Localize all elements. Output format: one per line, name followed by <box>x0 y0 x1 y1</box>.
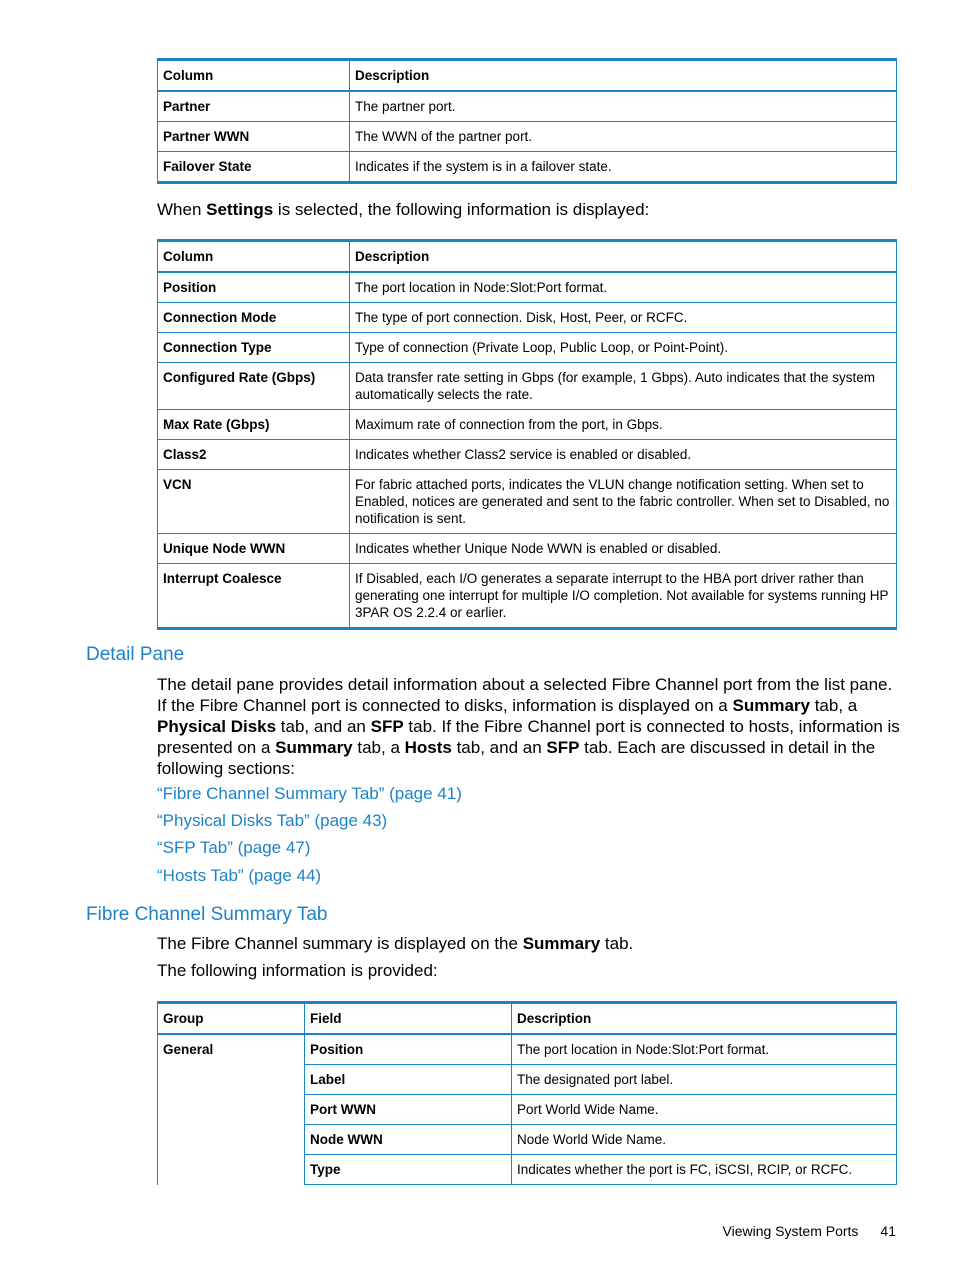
row-description: The designated port label. <box>512 1065 897 1095</box>
bold-term: Physical Disks <box>157 717 277 736</box>
row-term: Class2 <box>158 440 350 470</box>
bold-term: Summary <box>275 738 353 757</box>
row-description: The port location in Node:Slot:Port format. <box>512 1034 897 1065</box>
row-term: Connection Mode <box>158 303 350 333</box>
summary-tab-heading: Fibre Channel Summary Tab <box>86 904 328 925</box>
text-run: tab, a <box>352 738 405 757</box>
table-row <box>158 122 897 152</box>
description-header: Description <box>350 241 897 273</box>
text-run: tab, and an <box>451 738 547 757</box>
page-footer <box>723 1223 896 1239</box>
settings-intro <box>157 199 902 220</box>
following-info-paragraph: The following information is provided: <box>157 961 438 980</box>
table-row <box>158 91 897 122</box>
footer-section-title: Viewing System Ports <box>722 1223 859 1239</box>
row-description: If Disabled, each I/O generates a separate interrupt to the HBA port driver rather than generating one interrupt for multiple I/O completion. Not available for systems running HP 3PAR OS 2.2.4 or earlier. <box>350 564 897 629</box>
table-row <box>158 410 897 440</box>
table-row <box>158 534 897 564</box>
table-row <box>158 363 897 410</box>
row-description: Type of connection (Private Loop, Public Loop, or Point-Point). <box>350 333 897 363</box>
table-row <box>158 440 897 470</box>
bold-term: Summary <box>732 696 810 715</box>
bold-term: SFP <box>370 717 404 736</box>
row-term: Partner <box>158 91 350 122</box>
page-number: 41 <box>880 1223 896 1239</box>
row-field: Position <box>305 1034 512 1065</box>
row-description: Indicates whether the port is FC, iSCSI, RCIP, or RCFC. <box>512 1155 897 1185</box>
table-row <box>158 152 897 183</box>
table-header-row <box>158 241 897 273</box>
row-term: Configured Rate (Gbps) <box>158 363 350 410</box>
table-row <box>158 564 897 629</box>
text-run: is selected, the following information is displayed: <box>273 200 650 219</box>
row-description: The type of port connection. Disk, Host, Peer, or RCFC. <box>350 303 897 333</box>
link-hosts-tab[interactable]: “Hosts Tab” (page 44) <box>157 866 322 885</box>
row-term: Max Rate (Gbps) <box>158 410 350 440</box>
text-run: tab. If the Fibre Channel port is connected to hosts, information is presented on a <box>157 717 900 757</box>
row-term: Unique Node WWN <box>158 534 350 564</box>
row-description: The WWN of the partner port. <box>350 122 897 152</box>
table-row <box>158 303 897 333</box>
text-run: tab. <box>600 934 634 953</box>
row-description: Maximum rate of connection from the port, in Gbps. <box>350 410 897 440</box>
link-fibre-channel-summary-tab[interactable]: “Fibre Channel Summary Tab” (page 41) <box>157 784 462 803</box>
row-term: Partner WWN <box>158 122 350 152</box>
bold-term: Summary <box>522 934 601 953</box>
row-term: Position <box>158 272 350 303</box>
summary-tab-paragraph <box>157 933 902 954</box>
row-field: Label <box>305 1065 512 1095</box>
description-header: Description <box>350 60 897 92</box>
group-header: Group <box>158 1003 305 1035</box>
row-description: The partner port. <box>350 91 897 122</box>
text-run: tab, and an <box>276 717 371 736</box>
table-row <box>158 272 897 303</box>
row-description: The port location in Node:Slot:Port format. <box>350 272 897 303</box>
row-description: Port World Wide Name. <box>512 1095 897 1125</box>
table-header-row <box>158 60 897 92</box>
text-run: tab. Each are discussed in detail in the following sections: <box>157 738 876 778</box>
text-run: When <box>157 200 207 219</box>
row-field: Node WWN <box>305 1125 512 1155</box>
row-description: Indicates if the system is in a failover state. <box>350 152 897 183</box>
row-field: Type <box>305 1155 512 1185</box>
table-row <box>158 333 897 363</box>
row-description: Indicates whether Unique Node WWN is enabled or disabled. <box>350 534 897 564</box>
row-term: Failover State <box>158 152 350 183</box>
text-run: The Fibre Channel summary is displayed on the <box>157 934 523 953</box>
row-term: Connection Type <box>158 333 350 363</box>
bold-term: SFP <box>546 738 580 757</box>
description-header: Description <box>512 1003 897 1035</box>
table-header-row <box>158 1003 897 1035</box>
summary-table <box>157 1001 897 1185</box>
bold-term: Settings <box>206 200 274 219</box>
field-header: Field <box>305 1003 512 1035</box>
link-physical-disks-tab[interactable]: “Physical Disks Tab” (page 43) <box>157 811 388 830</box>
row-description: Indicates whether Class2 service is enabled or disabled. <box>350 440 897 470</box>
column-header: Column <box>158 60 350 92</box>
row-description: Node World Wide Name. <box>512 1125 897 1155</box>
column-header: Column <box>158 241 350 273</box>
row-term: VCN <box>158 470 350 534</box>
bold-term: Hosts <box>404 738 452 757</box>
group-cell: General <box>158 1034 305 1185</box>
row-description: For fabric attached ports, indicates the VLUN change notification setting. When set to Enabled, notices are generated and sent to the fabric controller. When set to Disabled, no notification is sent. <box>350 470 897 534</box>
text-run: tab, a <box>809 696 858 715</box>
row-term: Interrupt Coalesce <box>158 564 350 629</box>
partner-table <box>157 58 897 184</box>
table-row <box>158 1034 897 1065</box>
settings-table <box>157 239 897 630</box>
row-field: Port WWN <box>305 1095 512 1125</box>
row-description: Data transfer rate setting in Gbps (for example, 1 Gbps). Auto indicates that the system automatically selects the rate. <box>350 363 897 410</box>
table-row <box>158 470 897 534</box>
detail-pane-heading: Detail Pane <box>86 644 185 665</box>
link-sfp-tab[interactable]: “SFP Tab” (page 47) <box>157 838 311 857</box>
detail-pane-paragraph <box>157 674 902 779</box>
text-run: The detail pane provides detail information about a selected Fibre Channel port from the list pane. If the Fibre Channel port is connected to disks, information is displayed on a <box>157 675 893 715</box>
